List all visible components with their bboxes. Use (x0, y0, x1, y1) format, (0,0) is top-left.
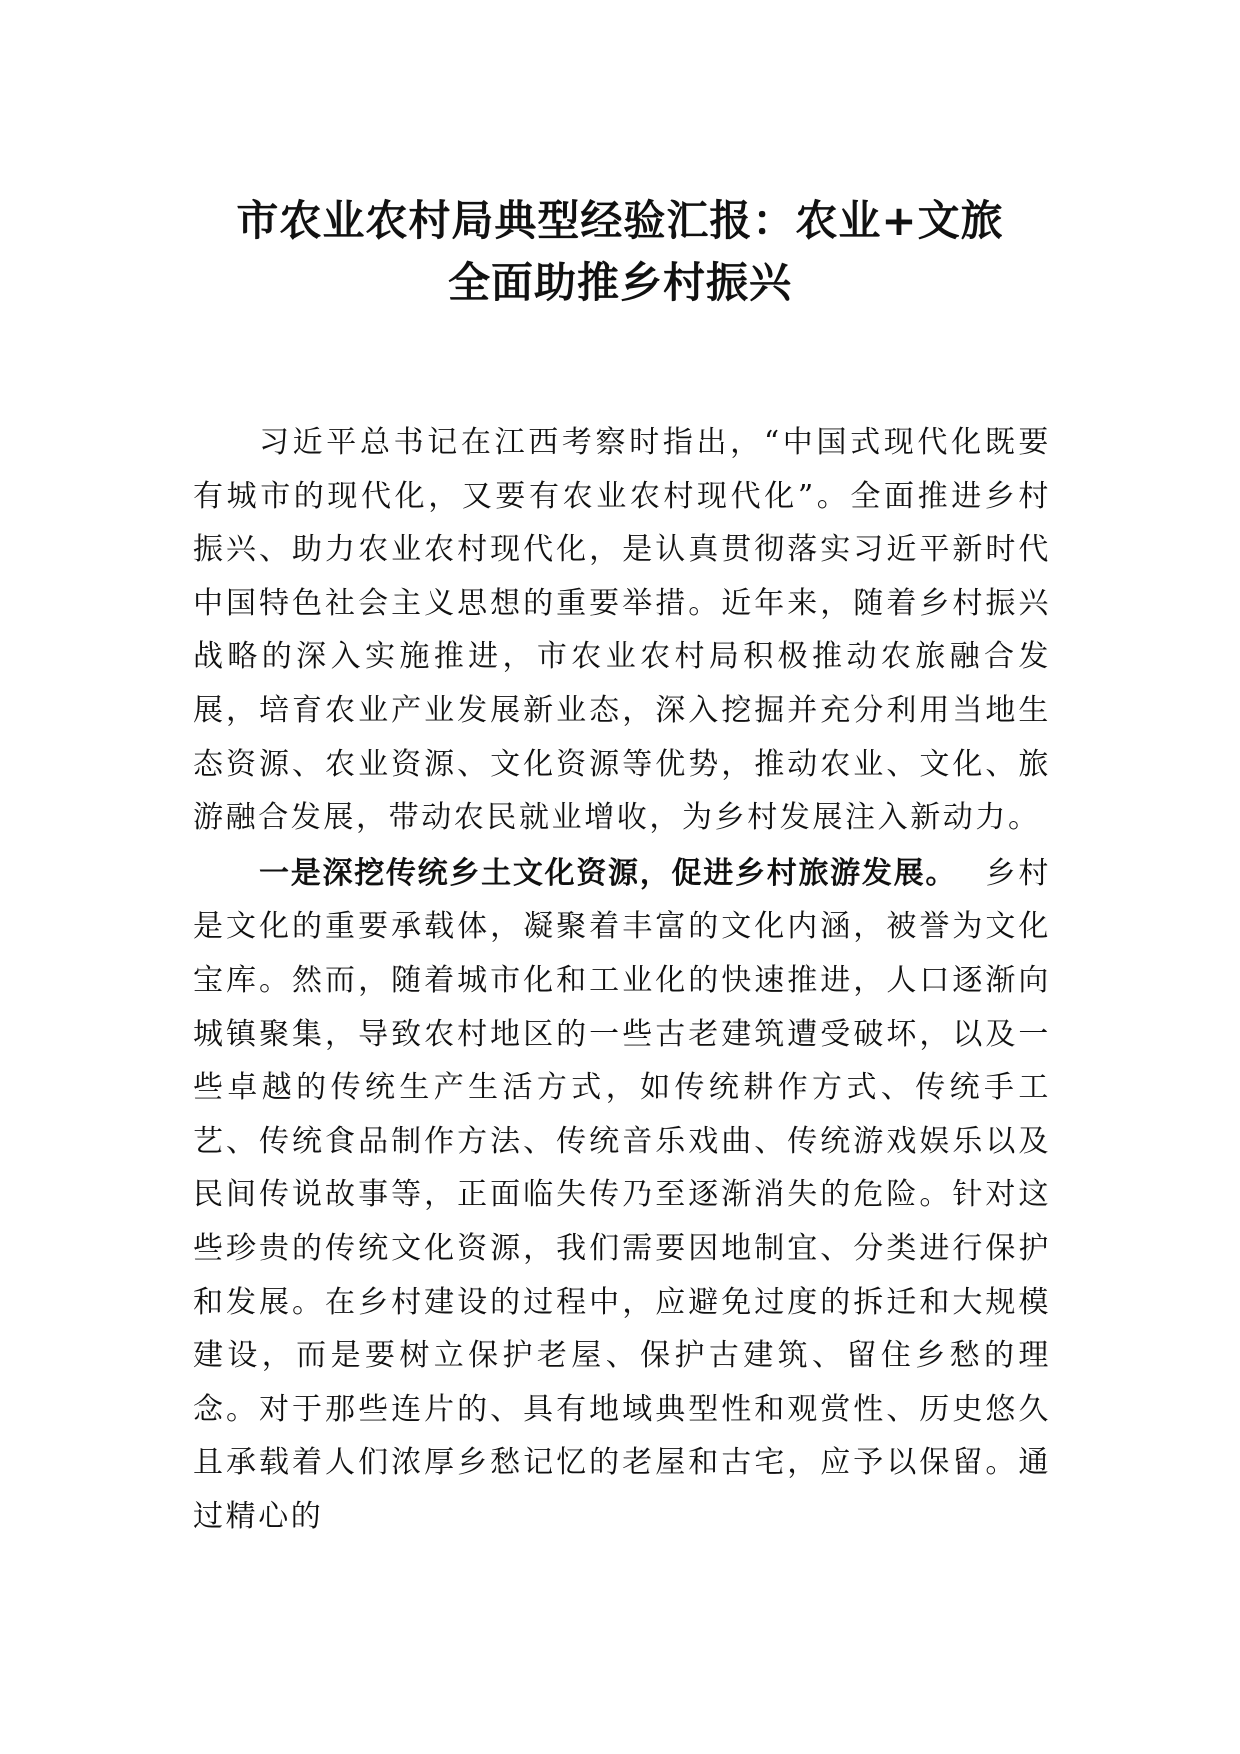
title-line-2: 全面助推乡村振兴 (447, 258, 792, 307)
paragraph-intro: 习近平总书记在江西考察时指出，“中国式现代化既要有城市的现代化，又要有农业农村现代化”。全面推进乡村振兴、助力农业农村现代化，是认真贯彻落实习近平新时代中国特色社会主义思想的重要举措。近年来，随着乡村振兴战略的深入实施推进，市农业农村局积极推动农旅融合发展，培育农业产业发展新业态，深入挖掘并充分利用当地生态资源、农业资源、文化资源等优势，推动农业、文化、旅游融合发展，带动农民就业增收，为乡村发展注入新动力。 (193, 425, 1051, 836)
paragraph-section-1 (193, 847, 1051, 1544)
document-title (150, 190, 1090, 314)
document-body (193, 416, 1051, 1545)
section-1-heading: 一是深挖传统乡土文化资源，促进乡村旅游发展。 (259, 855, 958, 891)
section-1-body: 乡村是文化的重要承载体，凝聚着丰富的文化内涵，被誉为文化宝库。然而，随着城市化和工业化的快速推进，人口逐渐向城镇聚集，导致农村地区的一些古老建筑遭受破坏，以及一些卓越的传统生产生活方式，如传统耕作方式、传统手工艺、传统食品制作方法、传统音乐戏曲、传统游戏娱乐以及民间传说故事等，正面临失传乃至逐渐消失的危险。针对这些珍贵的传统文化资源，我们需要因地制宜、分类进行保护和发展。在乡村建设的过程中，应避免过度的拆迁和大规模建设，而是要树立保护老屋、保护古建筑、留住乡愁的理念。对于那些连片的、具有地域典型性和观赏性、历史悠久且承载着人们浓厚乡愁记忆的老屋和古宅，应予以保留。通过精心的 (193, 855, 1051, 1534)
title-line-1: 市农业农村局典型经验汇报：农业+文旅 (236, 196, 1004, 245)
